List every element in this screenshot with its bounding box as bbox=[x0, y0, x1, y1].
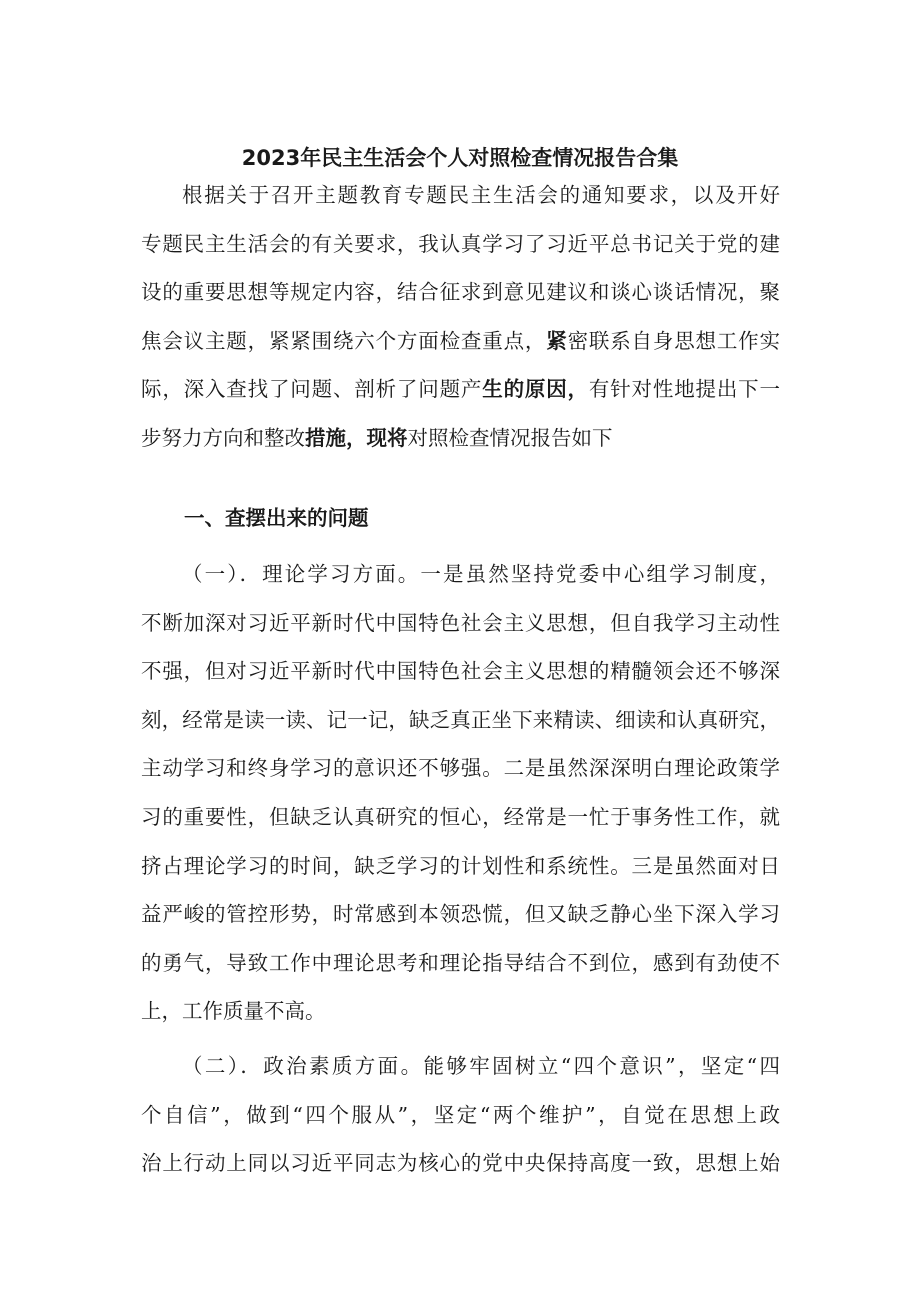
paragraph-line: 益严峻的管控形势，时常感到本领恐慌，但又缺乏静心坐下深入学习 bbox=[141, 902, 780, 927]
paragraph-line: 设的重要思想等规定内容，结合征求到意见建议和谈心谈话情况，聚 bbox=[141, 280, 780, 305]
text-run: 焦会议主题，紧紧围绕六个方面检查重点， bbox=[141, 328, 547, 353]
paragraph-line: 个自信”，做到“四个服从”，坚定“两个维护”，自觉在思想上政 bbox=[141, 1102, 780, 1127]
bold-text-run: 措施，现将 bbox=[305, 425, 408, 450]
document-title: 2023年民主生活会个人对照检查情况报告合集 bbox=[241, 146, 679, 170]
paragraph-line: 根据关于召开主题教育专题民主生活会的通知要求，以及开好 bbox=[182, 183, 780, 207]
paragraph-line: （一）．理论学习方面。一是虽然坚持党委中心组学习制度， bbox=[182, 562, 780, 586]
text-run: 际，深入查找了问题、剖析了问题产 bbox=[141, 377, 483, 402]
political-quality-paragraph bbox=[141, 1042, 780, 1188]
section-heading: 一、查摆出来的问题 bbox=[184, 506, 369, 530]
text-run: 有针对性地提出下一 bbox=[588, 377, 780, 402]
paragraph-line bbox=[141, 414, 780, 463]
paragraph-line: 治上行动上同以习近平同志为核心的党中央保持高度一致，思想上始 bbox=[141, 1151, 780, 1176]
theory-study-paragraph bbox=[141, 550, 780, 1036]
paragraph-line: 挤占理论学习的时间，缺乏学习的计划性和系统性。三是虽然面对日 bbox=[141, 853, 780, 878]
text-run: 步努力方向和整改 bbox=[141, 425, 305, 450]
paragraph-line: （二）．政治素质方面。能够牢固树立“四个意识”，坚定“四 bbox=[182, 1054, 780, 1078]
text-run: 对照检查情况报告如下 bbox=[407, 425, 613, 450]
bold-text-run: 紧 bbox=[546, 328, 568, 353]
paragraph-line: 上，工作质量不高。 bbox=[141, 999, 326, 1024]
paragraph-line bbox=[141, 365, 780, 414]
paragraph-line: 的勇气，导致工作中理论思考和理论指导结合不到位，感到有劲使不 bbox=[141, 950, 780, 975]
text-run: 密联系自身思想工作实 bbox=[567, 328, 780, 353]
paragraph-line: 主动学习和终身学习的意识还不够强。二是虽然深深明白理论政策学 bbox=[141, 756, 780, 781]
intro-paragraph bbox=[141, 171, 780, 463]
paragraph-line: 刻，经常是读一读、记一记，缺乏真正坐下来精读、细读和认真研究， bbox=[141, 707, 780, 732]
bold-text-run: 生的原因， bbox=[482, 377, 589, 402]
paragraph-line: 习的重要性，但缺乏认真研究的恒心，经常是一忙于事务性工作，就 bbox=[141, 804, 780, 829]
paragraph-line: 专题民主生活会的有关要求，我认真学习了习近平总书记关于党的建 bbox=[141, 231, 780, 256]
paragraph-line: 不断加深对习近平新时代中国特色社会主义思想，但自我学习主动性 bbox=[141, 610, 780, 635]
paragraph-line bbox=[141, 317, 780, 366]
paragraph-line: 不强，但对习近平新时代中国特色社会主义思想的精髓领会还不够深 bbox=[141, 659, 780, 684]
